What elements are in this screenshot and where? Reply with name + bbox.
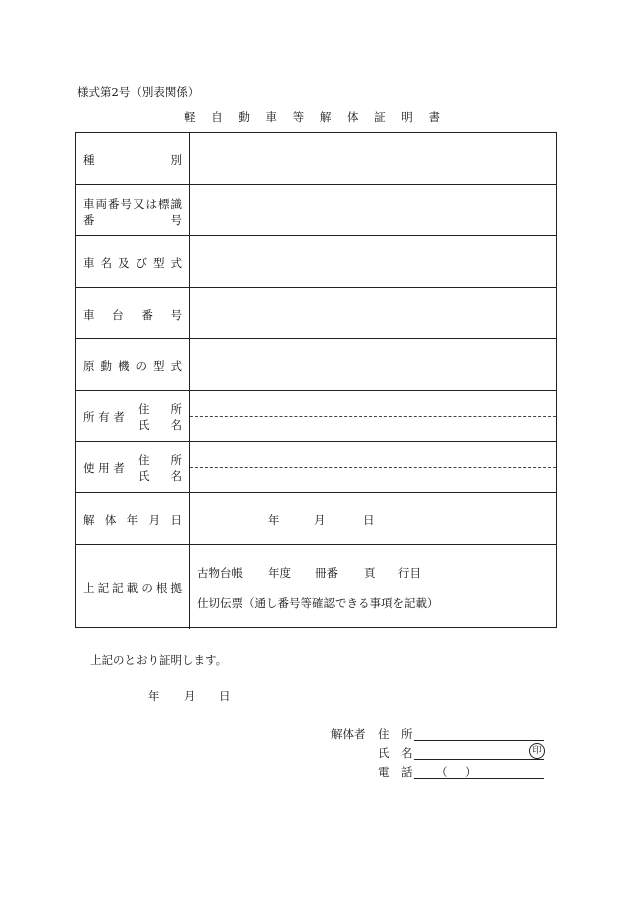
label-char: 名 [100, 256, 112, 270]
label-char: 年 [126, 513, 139, 527]
phone-paren-open: （ [436, 765, 448, 779]
row-engine-model [76, 339, 556, 391]
value-vehicle-number[interactable] [190, 185, 556, 235]
row-dismantle-date [76, 493, 556, 545]
value-name-model[interactable] [190, 236, 556, 287]
satsuban-label: 冊番 [315, 566, 338, 580]
label-char: 型 [153, 256, 165, 270]
label-char: 番 [108, 197, 120, 211]
value-owner[interactable] [190, 391, 556, 441]
label-char: 両 [95, 197, 107, 211]
label-user [76, 442, 190, 492]
sign-date-day: 日 [219, 689, 231, 703]
row-name-model [76, 236, 556, 288]
document-title: 軽 自 動 車 等 解 体 証 明 書 [184, 110, 446, 124]
label-char: 住 [138, 453, 150, 467]
value-user[interactable] [190, 442, 556, 492]
row-type [76, 133, 556, 185]
label-char: 号 [170, 213, 182, 227]
date-month: 月 [314, 513, 326, 527]
label-char: 式 [170, 256, 182, 270]
label-chassis-number [76, 288, 190, 338]
nendo-label: 年度 [268, 566, 291, 580]
label-char: 根 [155, 581, 168, 595]
row-user [76, 442, 556, 493]
label-char: 記 [112, 581, 124, 595]
label-char: 上 [83, 581, 95, 595]
label-char: 載 [126, 581, 139, 595]
label-char: 氏 [138, 418, 150, 432]
slip-label: 仕切伝票（通し番号等確認できる事項を記載） [197, 596, 439, 610]
label-char: 体 [104, 513, 117, 527]
label-char: 番 [141, 308, 153, 322]
seal-mark: 印 [529, 743, 545, 759]
user-label: 使 用 者 [83, 461, 125, 475]
value-dismantle-date[interactable] [190, 493, 556, 544]
form-number: 様式第2号（別表関係） [77, 85, 200, 99]
date-year: 年 [268, 513, 280, 527]
row-chassis-number [76, 288, 556, 339]
label-char: 型 [153, 359, 165, 373]
label-char: 号 [170, 308, 182, 322]
label-char: 号 [120, 197, 132, 211]
label-char: 住 [138, 402, 150, 416]
line-label: 行目 [398, 566, 421, 580]
label-dismantle-date [76, 493, 190, 544]
label-char: 所 [170, 453, 182, 467]
label-char: 標 [158, 197, 170, 211]
label-engine-model [76, 339, 190, 390]
label-char: 又 [133, 197, 145, 211]
value-basis[interactable] [190, 545, 556, 629]
label-char: 及 [118, 256, 130, 270]
label-char: 種 [83, 153, 95, 167]
certificate-table [75, 132, 557, 628]
label-vehicle-number [76, 185, 190, 235]
label-char: の [135, 359, 147, 373]
label-char: 番 [83, 213, 95, 227]
signer-name-label: 氏 名 [378, 746, 413, 760]
label-type [76, 133, 190, 184]
phone-paren-close: ） [465, 765, 477, 779]
label-char: 氏 [138, 469, 150, 483]
label-char: 車 [83, 308, 95, 322]
row-owner [76, 391, 556, 442]
sign-date-month: 月 [184, 689, 196, 703]
label-name-model [76, 236, 190, 287]
label-char: 別 [170, 153, 182, 167]
label-owner [76, 391, 190, 441]
label-char: 名 [170, 418, 182, 432]
label-basis [76, 545, 190, 629]
signer-name-field[interactable] [414, 759, 544, 760]
label-char: 式 [170, 359, 182, 373]
label-char: 機 [118, 359, 130, 373]
signer-role: 解体者 [331, 727, 366, 741]
row-vehicle-number [76, 185, 556, 236]
page-label: 頁 [364, 566, 376, 580]
label-char: 車 [83, 197, 95, 211]
ledger-label: 古物台帳 [197, 566, 243, 580]
row-basis [76, 545, 556, 629]
signer-address-field[interactable] [414, 740, 544, 741]
label-char: 識 [170, 197, 182, 211]
owner-divider [190, 416, 556, 417]
label-char: 原 [83, 359, 95, 373]
sign-date-year: 年 [148, 689, 160, 703]
label-char: の [141, 581, 153, 595]
user-divider [190, 467, 556, 468]
label-char: 記 [97, 581, 110, 595]
value-type[interactable] [190, 133, 556, 184]
label-char: 台 [112, 308, 124, 322]
label-char: 拠 [170, 581, 182, 595]
label-char: 名 [170, 469, 182, 483]
label-char: 所 [170, 402, 182, 416]
label-char: 動 [100, 359, 112, 373]
date-day: 日 [363, 513, 375, 527]
certification-statement: 上記のとおり証明します。 [90, 653, 228, 667]
label-char: は [145, 197, 157, 211]
label-char: 解 [83, 513, 95, 527]
owner-label: 所 有 者 [83, 410, 125, 424]
label-char: 車 [83, 256, 95, 270]
value-engine-model[interactable] [190, 339, 556, 390]
signer-phone-field[interactable] [414, 778, 544, 779]
label-char: 日 [170, 513, 182, 527]
signer-phone-label: 電 話 [378, 765, 413, 779]
value-chassis-number[interactable] [190, 288, 556, 338]
label-char: び [135, 256, 147, 270]
signer-address-label: 住 所 [378, 727, 413, 741]
label-char: 月 [148, 513, 161, 527]
